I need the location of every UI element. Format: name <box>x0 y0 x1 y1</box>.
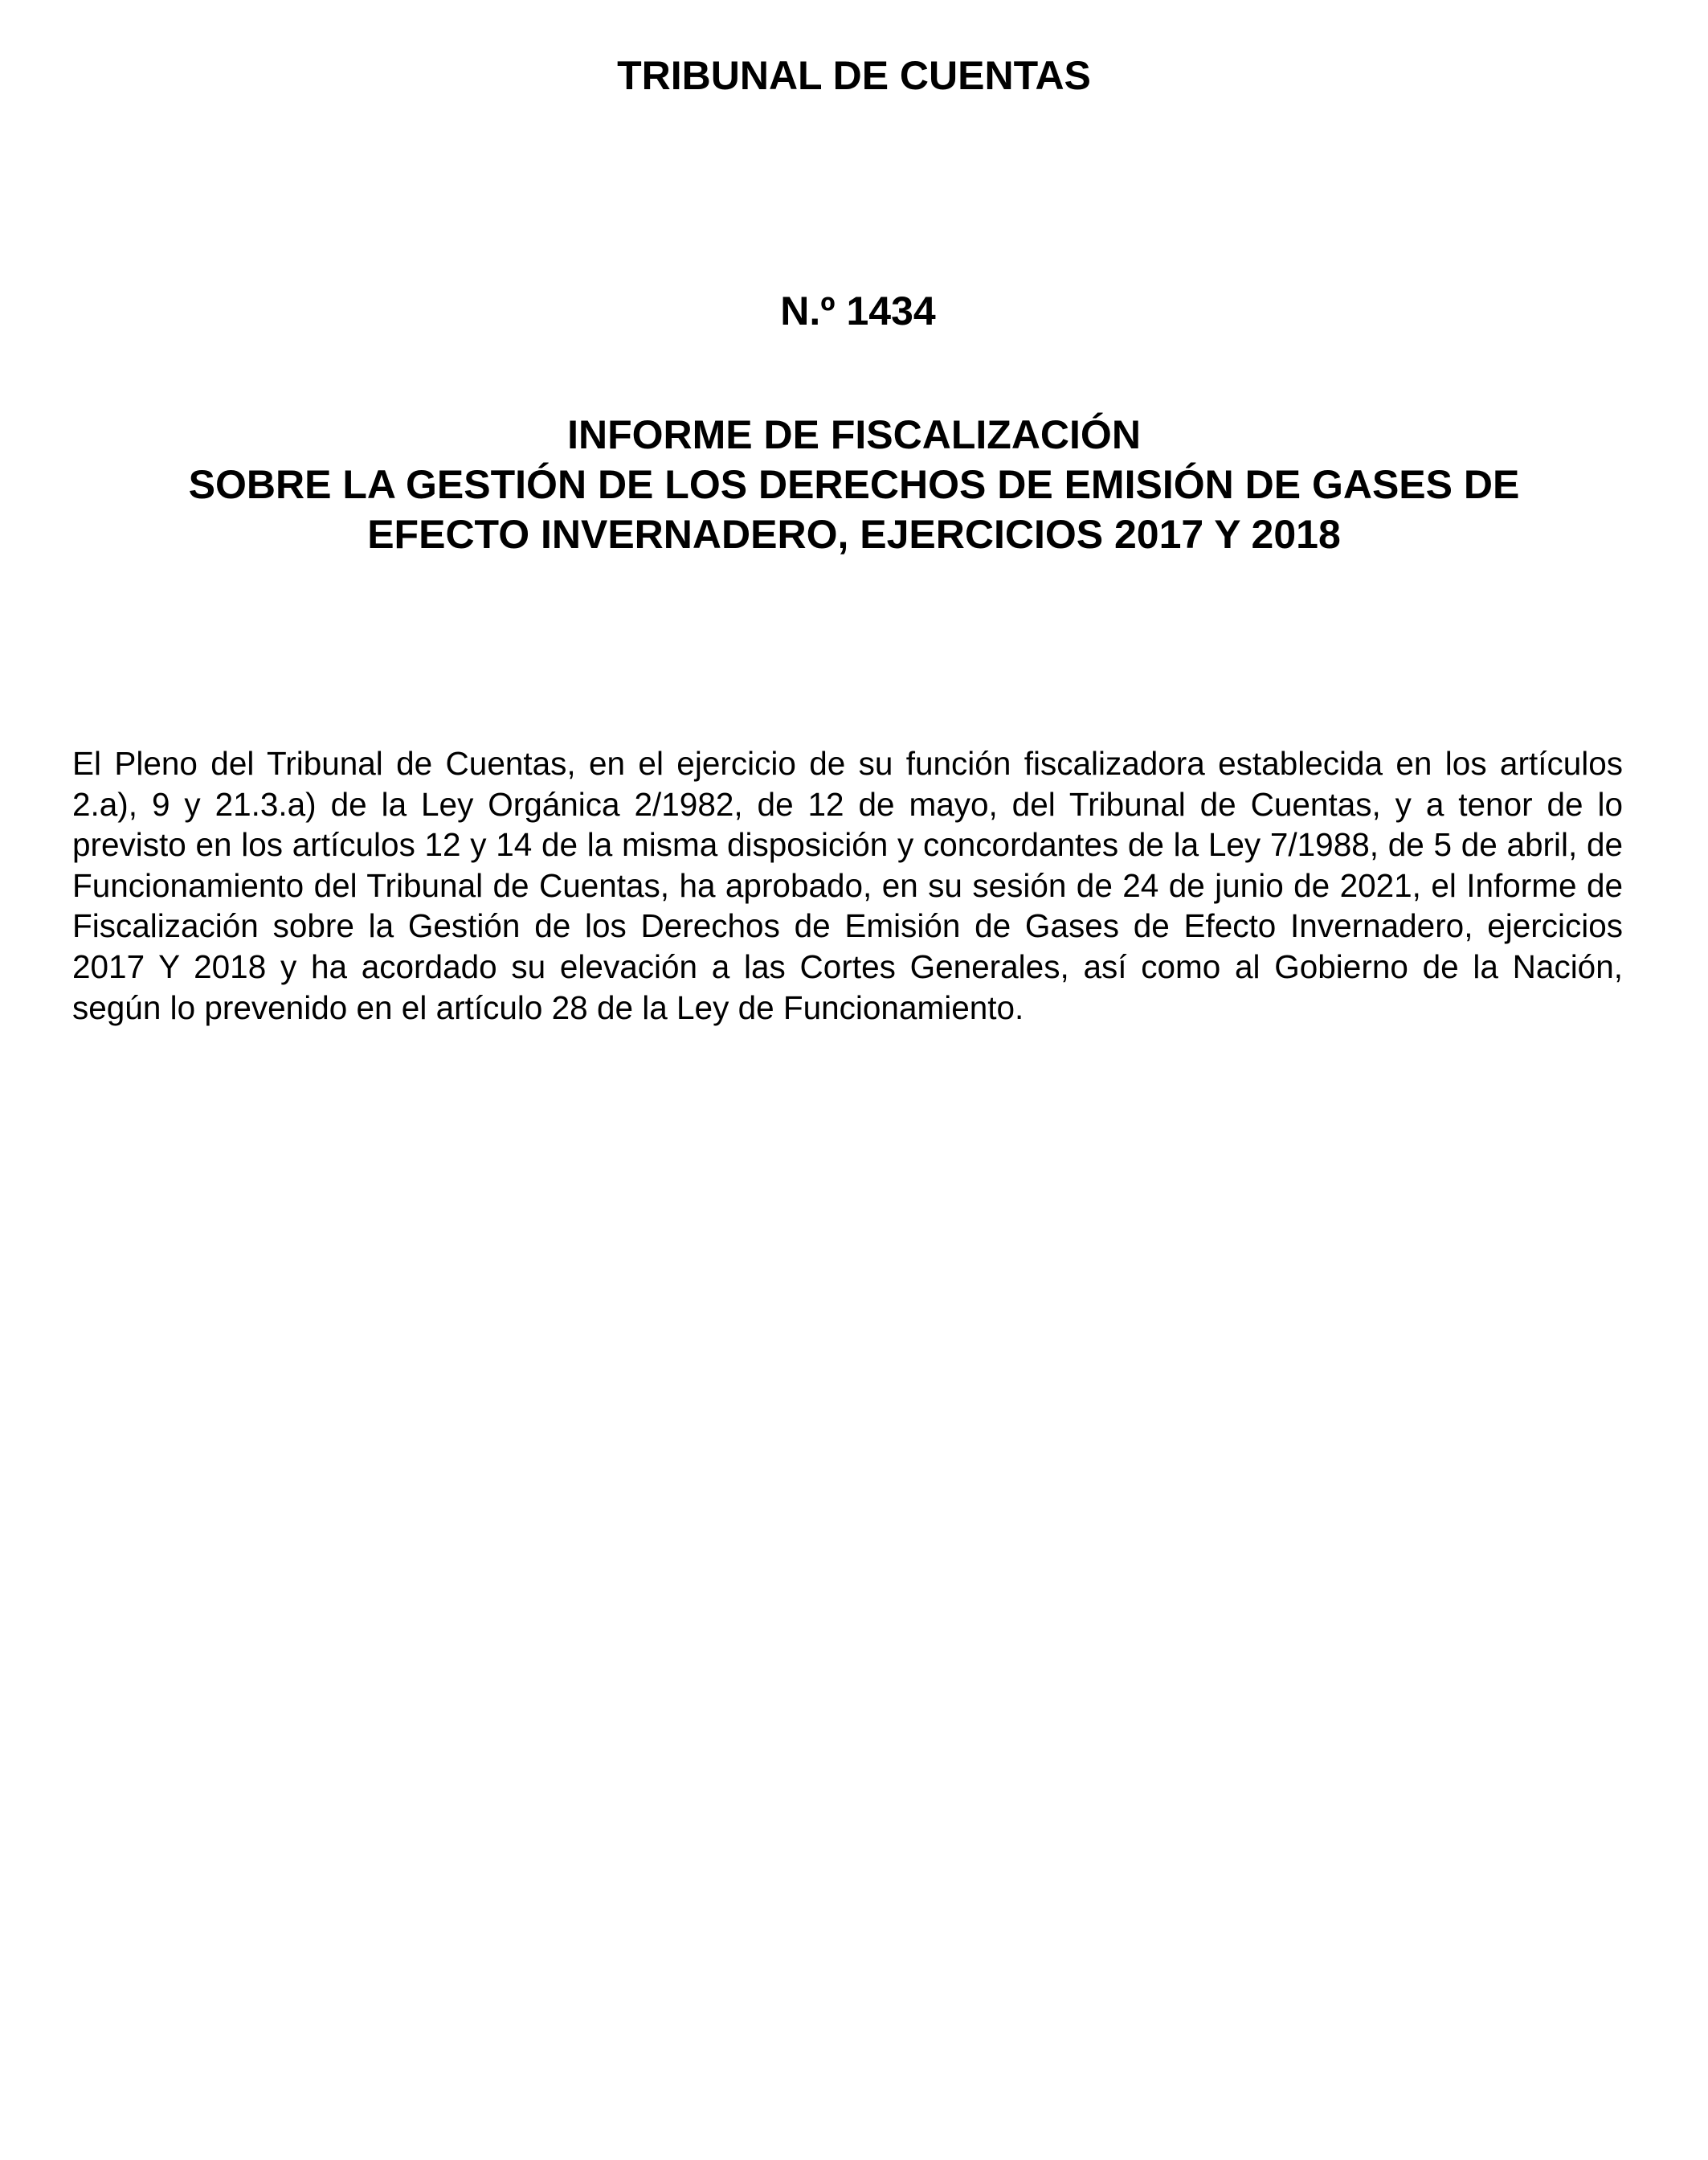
report-number: N.º 1434 <box>780 288 936 333</box>
report-title-line-2: SOBRE LA GESTIÓN DE LOS DERECHOS DE EMISIÓN DE GASES DE <box>188 462 1520 507</box>
report-title <box>72 410 1636 559</box>
report-title-line-3: EFECTO INVERNADERO, EJERCICIOS 2017 Y 2018 <box>367 512 1341 557</box>
organization-heading: TRIBUNAL DE CUENTAS <box>617 53 1091 98</box>
approval-paragraph: El Pleno del Tribunal de Cuentas, en el ejercicio de su función fiscalizadora establecida en los artículos 2.a), 9 y 21.3.a) de la Ley Orgánica 2/1982, de 12 de mayo, del Tribunal de Cuentas, y a tenor de lo previsto en los artículos 12 y 14 de la misma disposición y concordantes de la Ley 7/1988, de 5 de abril, de Funcionamiento del Tribunal de Cuentas, ha aprobado, en su sesión de 24 de junio de 2021, el Informe de Fiscalización sobre la Gestión de los Derechos de Emisión de Gases de Efecto Invernadero, ejercicios 2017 Y 2018 y ha acordado su elevación a las Cortes Generales, así como al Gobierno de la Nación, según lo prevenido en el artículo 28 de la Ley de Funcionamiento. <box>72 745 1623 1026</box>
report-title-line-1: INFORME DE FISCALIZACIÓN <box>567 412 1141 457</box>
